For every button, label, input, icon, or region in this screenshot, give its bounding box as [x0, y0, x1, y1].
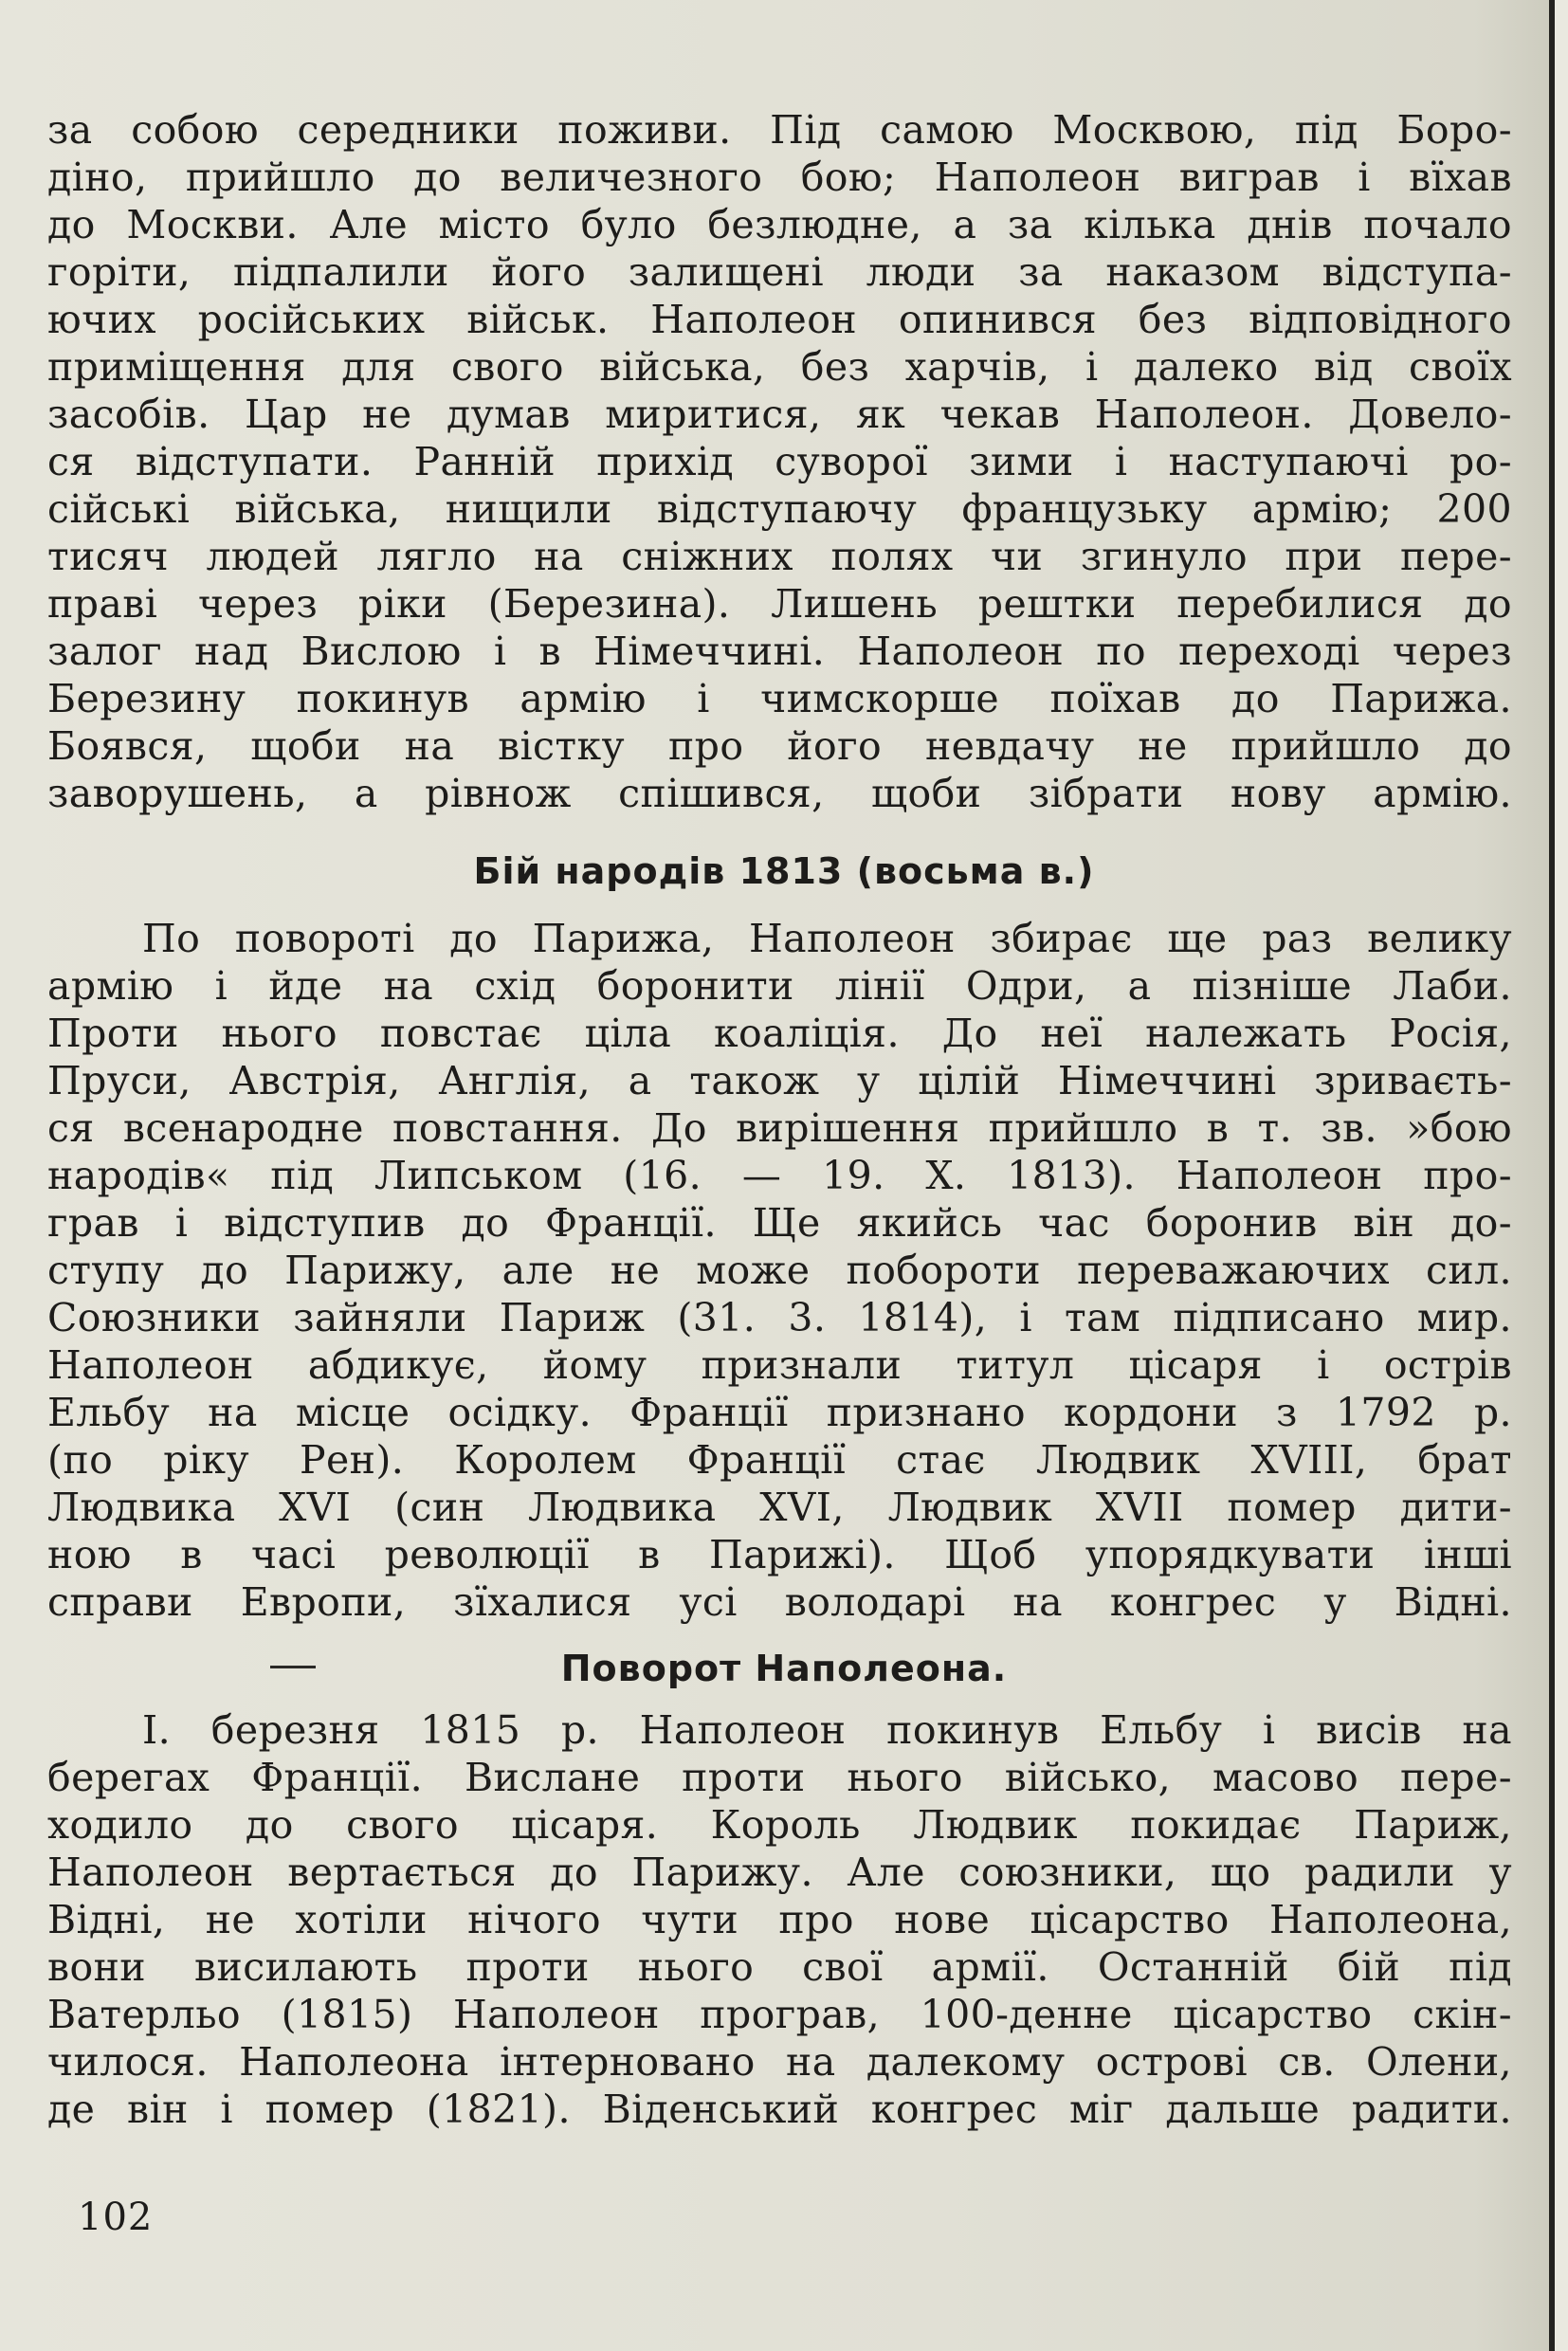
text-line: берегах Франції. Вислане проти нього військо, масово пере-	[47, 1755, 1512, 1800]
text-line: ся відступати. Ранній прихід суворої зими і наступаючі ро-	[47, 439, 1512, 484]
text-line: діно, прийшло до величезного бою; Наполеон виграв і вїхав	[47, 155, 1512, 200]
text-line: Людвика XVI (син Людвика XVI, Людвик XVII помер дити-	[47, 1485, 1512, 1530]
text-line: до Москви. Але місто було безлюдне, а за кілька днів почало	[47, 202, 1512, 247]
text-line: Боявся, щоби на вістку про його невдачу не прийшло до	[47, 723, 1512, 769]
text-line: залог над Вислою і в Німеччині. Наполеон по переході через	[47, 629, 1512, 674]
text-line: ступу до Парижу, але не може побороти переважаючих сил.	[47, 1248, 1512, 1293]
text-line: тисяч людей лягло на сніжних полях чи згинуло при пере-	[47, 534, 1512, 579]
text-line: заворушень, а рівнож спішився, щоби зібрати нову армію.	[47, 771, 1512, 816]
page-number: 102	[78, 2196, 154, 2239]
text-line: Ельбу на місце осідку. Франції признано кордони з 1792 р.	[47, 1390, 1512, 1435]
text-line: Наполеон вертається до Парижу. Але союзники, що радили у	[47, 1850, 1512, 1895]
page-margin	[1555, 0, 1568, 2351]
text-line: Наполеон абдикує, йому признали титул цісаря і острів	[47, 1342, 1512, 1388]
text-line: справи Европи, зїхалися усі володарі на конгрес у Відні.	[47, 1579, 1512, 1625]
text-line: народів« під Липськом (16. — 19. X. 1813). Наполеон про-	[47, 1153, 1512, 1198]
section-heading: Поворот Наполеона.	[560, 1648, 1008, 1689]
text-line: сійські війська, нищили відступаючу французьку армію; 200	[47, 486, 1512, 532]
text-line: Ватерльо (1815) Наполеон програв, 100-денне цісарство скін-	[47, 1992, 1512, 2037]
text-line: Березину покинув армію і чимскорше поїхав до Парижа.	[47, 676, 1512, 721]
text-line: чилося. Наполеона інтерновано на далекому острові св. Олени,	[47, 2039, 1512, 2085]
text-line: праві через ріки (Березина). Лишень рештки перебилися до	[47, 581, 1512, 627]
section-heading: Бій народів 1813 (восьма в.)	[473, 850, 1095, 892]
text-line: Відні, не хотіли нічого чути про нове цісарство Наполеона,	[47, 1897, 1512, 1942]
text-line: армію і йде на схід боронити лінії Одри, а пізніше Лаби.	[47, 963, 1512, 1009]
text-line: горіти, підпалили його залищені люди за наказом відступа-	[47, 249, 1512, 295]
text-line: де він і помер (1821). Віденський конгрес міг дальше радити.	[47, 2087, 1512, 2132]
text-line: Союзники зайняли Париж (31. 3. 1814), і там підписано мир.	[47, 1295, 1512, 1340]
text-line: ходило до свого цісаря. Король Людвик покидає Париж,	[47, 1802, 1512, 1848]
text-line: ючих російських військ. Наполеон опинився без відповідного	[47, 297, 1512, 342]
text-line: По повороті до Парижа, Наполеон збирає ще раз велику	[142, 916, 1512, 961]
text-line: грав і відступив до Франції. Ще якийсь час боронив він до-	[47, 1200, 1512, 1246]
text-line: Пруси, Австрія, Англія, а також у цілій Німеччині зриваєть-	[47, 1058, 1512, 1103]
text-line: засобів. Цар не думав миритися, як чекав Наполеон. Довело-	[47, 392, 1512, 437]
text-line: за собою середники поживи. Під самою Москвою, під Боро-	[47, 107, 1512, 153]
text-line: Проти нього повстає ціла коаліція. До неї належать Росія,	[47, 1011, 1512, 1056]
text-line: приміщення для свого війська, без харчів, і далеко від своїх	[47, 344, 1512, 390]
paragraph-1	[47, 106, 1512, 817]
paragraph-2	[47, 915, 1512, 1626]
text-line: (по ріку Рен). Королем Франції стає Людвик XVIII, брат	[47, 1437, 1512, 1483]
text-line: ною в часі революції в Парижі). Щоб упорядкувати інші	[47, 1532, 1512, 1577]
paragraph-3	[47, 1706, 1512, 2133]
text-line: ся всенародне повстання. До вирішення прийшло в т. зв. »бою	[47, 1105, 1512, 1151]
text-line: I. березня 1815 р. Наполеон покинув Ельбу і висів на	[142, 1707, 1512, 1753]
text-line: вони висилають проти нього свої армії. Останній бій під	[47, 1944, 1512, 1990]
